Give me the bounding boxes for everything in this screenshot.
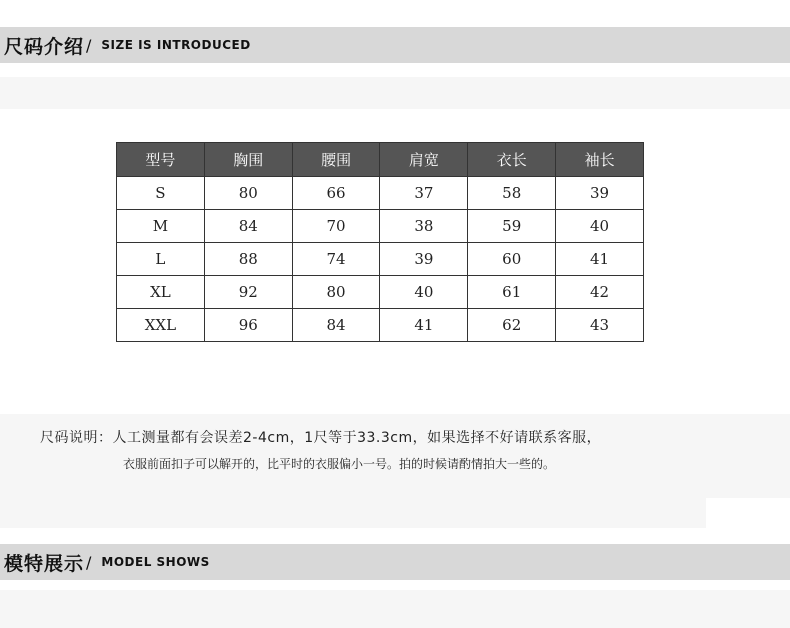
col-header-shoulder: 肩宽 <box>380 143 468 177</box>
col-header-chest: 胸围 <box>204 143 292 177</box>
table-cell: 60 <box>468 243 556 276</box>
table-cell: 59 <box>468 210 556 243</box>
table-cell: 40 <box>556 210 644 243</box>
table-row <box>117 276 644 309</box>
table-cell: 58 <box>468 177 556 210</box>
table-row <box>117 210 644 243</box>
notes-panel-tail <box>0 498 706 528</box>
table-row <box>117 309 644 342</box>
table-cell: S <box>117 177 205 210</box>
model-header-subtitle: MODEL SHOWS <box>101 555 210 569</box>
divider-strip <box>0 77 790 109</box>
size-note-line-2: 衣服前面扣子可以解开的，比平时的衣服偏小一号。拍的时候请酌情拍大一些的。 <box>123 457 556 471</box>
table-cell: 66 <box>292 177 380 210</box>
bottom-strip <box>0 590 790 628</box>
table-cell: 39 <box>380 243 468 276</box>
table-cell: 84 <box>204 210 292 243</box>
size-section-header <box>0 27 790 63</box>
size-header-subtitle: SIZE IS INTRODUCED <box>101 38 251 52</box>
table-cell: XXL <box>117 309 205 342</box>
table-header-row <box>117 143 644 177</box>
col-header-length: 衣长 <box>468 143 556 177</box>
table-cell: 61 <box>468 276 556 309</box>
table-cell: 88 <box>204 243 292 276</box>
table-row <box>117 177 644 210</box>
table-cell: 74 <box>292 243 380 276</box>
table-cell: 80 <box>292 276 380 309</box>
table-cell: 41 <box>380 309 468 342</box>
model-header-title: 模特展示 <box>4 552 85 575</box>
table-cell: 80 <box>204 177 292 210</box>
size-note-line-1: 尺码说明：人工测量都有会误差2-4cm，1尺等于33.3cm，如果选择不好请联系客服， <box>40 430 602 446</box>
col-header-model: 型号 <box>117 143 205 177</box>
table-cell: 96 <box>204 309 292 342</box>
table-cell: 37 <box>380 177 468 210</box>
table-cell: 42 <box>556 276 644 309</box>
table-cell: L <box>117 243 205 276</box>
table-cell: 39 <box>556 177 644 210</box>
table-cell: 38 <box>380 210 468 243</box>
size-header-title: 尺码介绍 <box>4 35 85 58</box>
size-table <box>116 142 644 342</box>
table-cell: 62 <box>468 309 556 342</box>
table-cell: 43 <box>556 309 644 342</box>
size-notes <box>40 427 601 472</box>
table-cell: XL <box>117 276 205 309</box>
table-cell: M <box>117 210 205 243</box>
table-row <box>117 243 644 276</box>
model-section-header <box>0 544 790 580</box>
table-cell: 70 <box>292 210 380 243</box>
size-header-slash: / <box>86 35 92 55</box>
table-cell: 41 <box>556 243 644 276</box>
col-header-sleeve: 袖长 <box>556 143 644 177</box>
col-header-waist: 腰围 <box>292 143 380 177</box>
table-cell: 92 <box>204 276 292 309</box>
table-cell: 84 <box>292 309 380 342</box>
model-header-slash: / <box>86 552 92 572</box>
table-cell: 40 <box>380 276 468 309</box>
